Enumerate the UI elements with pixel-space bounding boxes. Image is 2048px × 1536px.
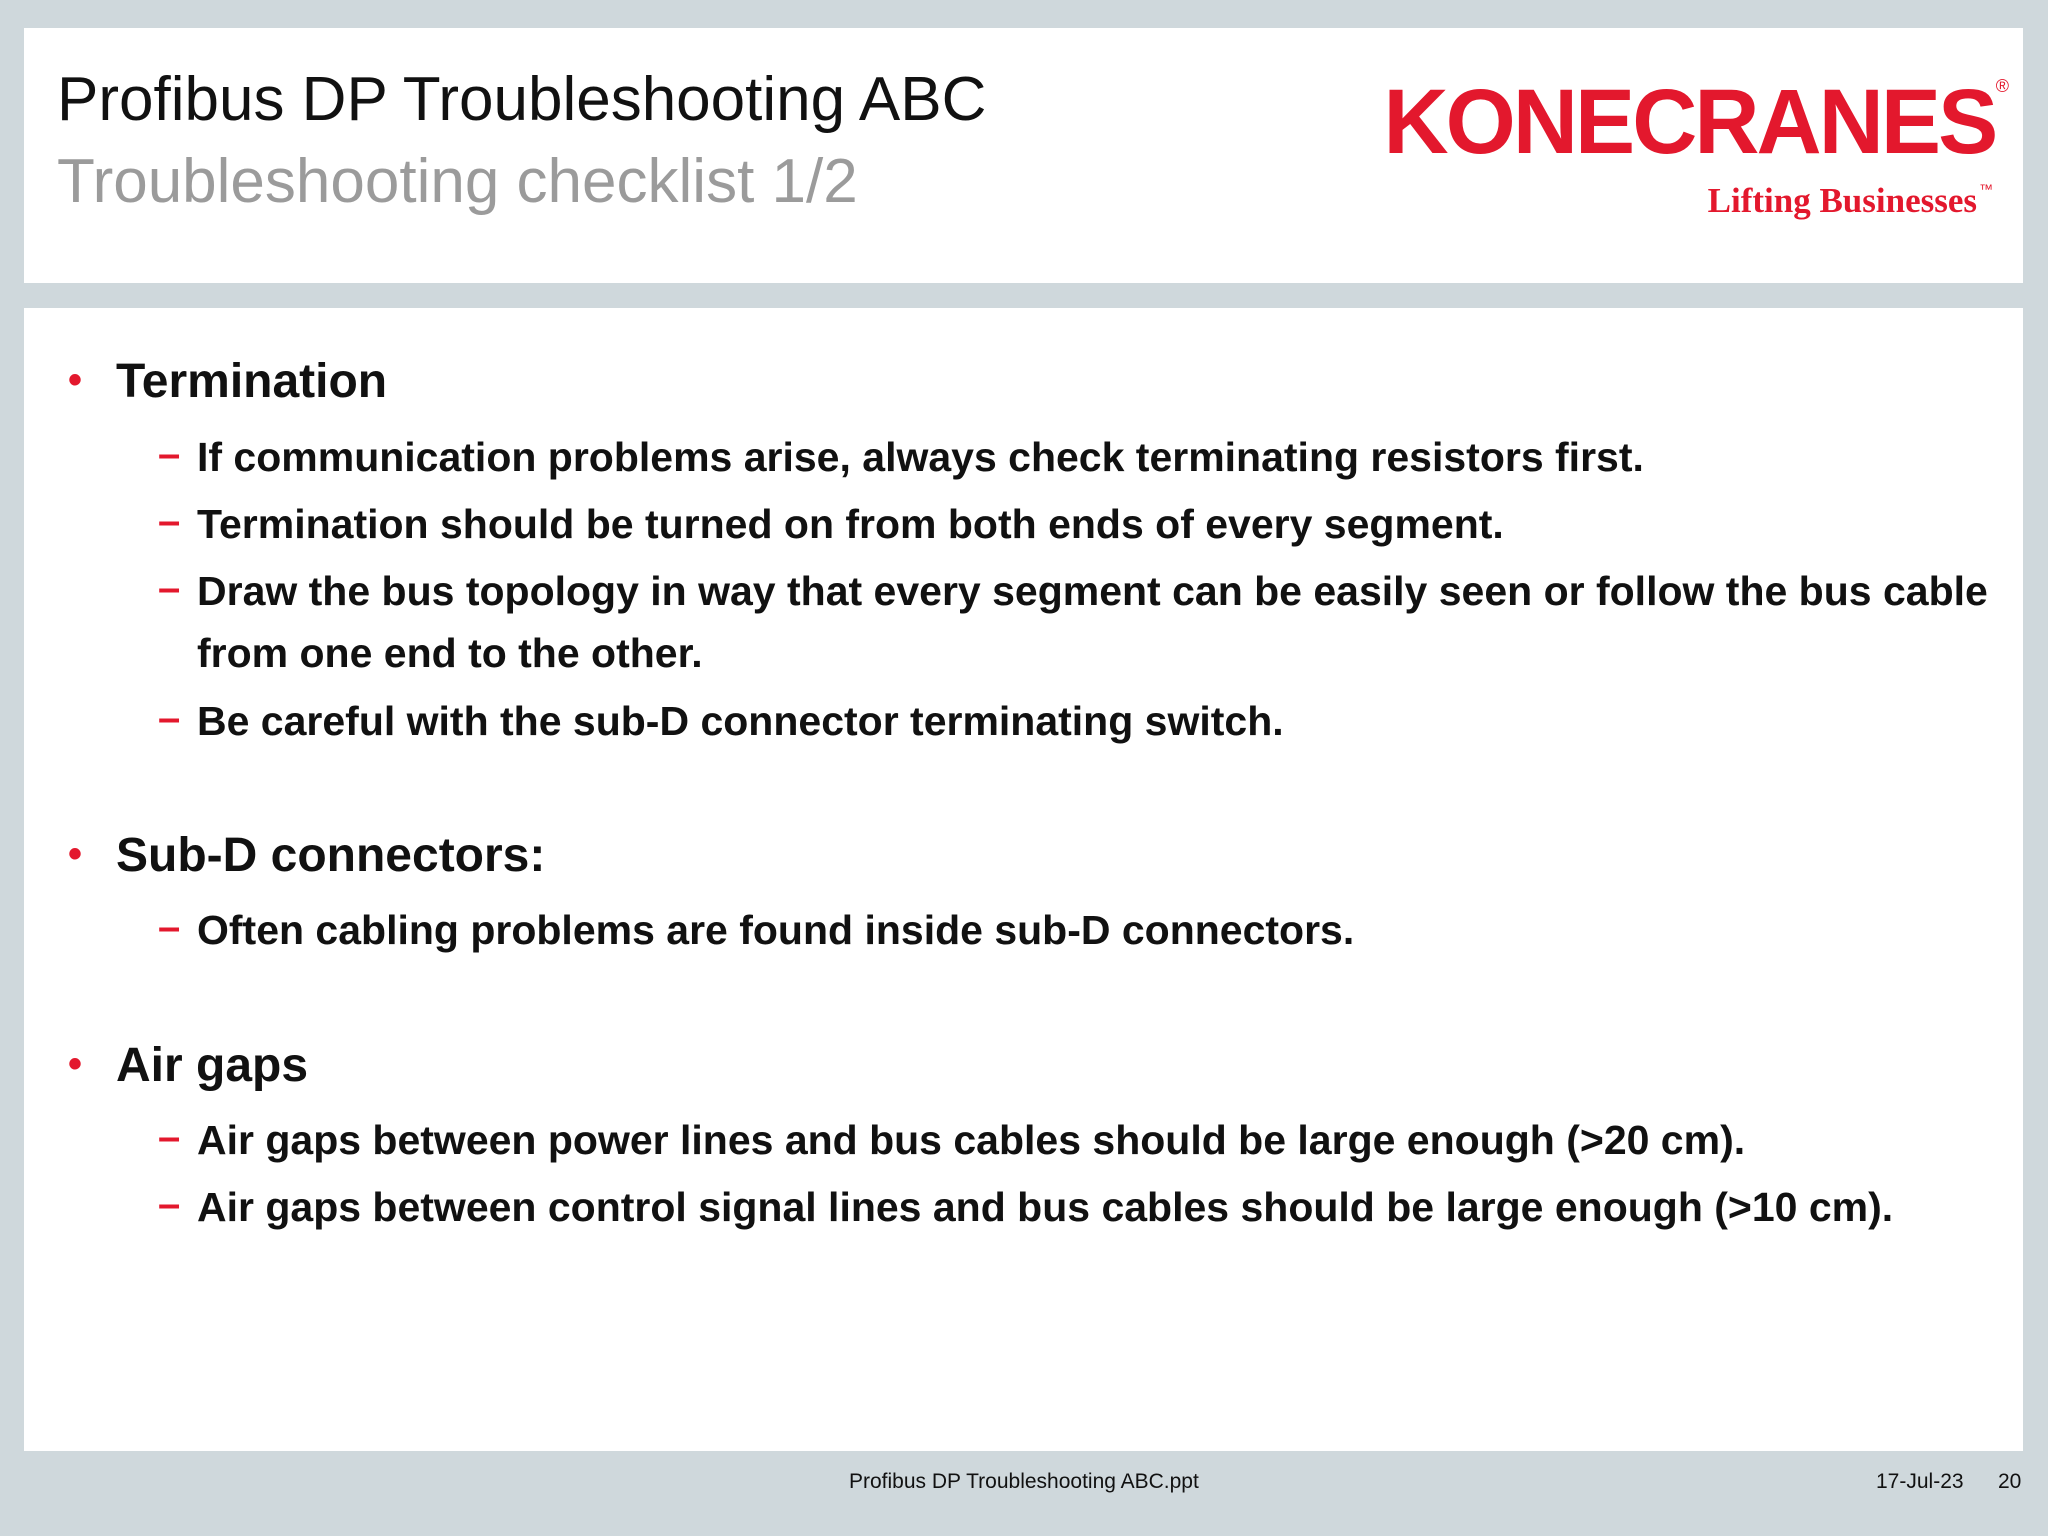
section-heading: Sub-D connectors: [116,829,546,882]
logo-wordmark: KONECRANES [1383,71,1995,173]
dash-icon: – [158,696,181,740]
dash-icon: – [158,499,181,543]
dash-icon: – [158,905,181,949]
list-item-text: Draw the bus topology in way that every segment can be easily seen or follow the bus cable from one end to the other. [197,568,1988,676]
bullet-icon: • [68,1042,83,1086]
bullet-icon: • [68,358,83,402]
list-item-text: Termination should be turned on from both ends of every segment. [197,501,1504,547]
dash-icon: – [158,1115,181,1159]
slide-subtitle: Troubleshooting checklist 1/2 [57,147,858,216]
bullet-icon: • [68,832,83,876]
logo-trademark: ™ [1979,181,1993,197]
logo-tagline: Lifting Businesses [1707,181,1977,220]
dash-icon: – [158,432,181,476]
slide-header [24,28,2023,283]
footer-date: 17-Jul-23 [1876,1470,1964,1493]
list-item-text: If communication problems arise, always check terminating resistors first. [197,434,1644,480]
konecranes-logo [1383,56,2009,246]
section-heading: Termination [116,355,388,408]
list-item-text: Be careful with the sub-D connector terminating switch. [197,698,1284,744]
slide-title: Profibus DP Troubleshooting ABC [57,65,987,134]
section-heading: Air gaps [116,1039,309,1092]
footer-page-number: 20 [1998,1470,2022,1493]
logo-registered-mark: ® [1995,76,2009,96]
slide-body [24,308,2023,1451]
dash-icon: – [158,566,181,610]
list-item-text: Air gaps between control signal lines and bus cables should be large enough (>10 cm). [197,1184,1894,1230]
list-item-text: Air gaps between power lines and bus cables should be large enough (>20 cm). [197,1117,1746,1163]
footer-filename: Profibus DP Troubleshooting ABC.ppt [849,1470,1199,1493]
dash-icon: – [158,1182,181,1226]
list-item-text: Often cabling problems are found inside sub-D connectors. [197,907,1355,953]
